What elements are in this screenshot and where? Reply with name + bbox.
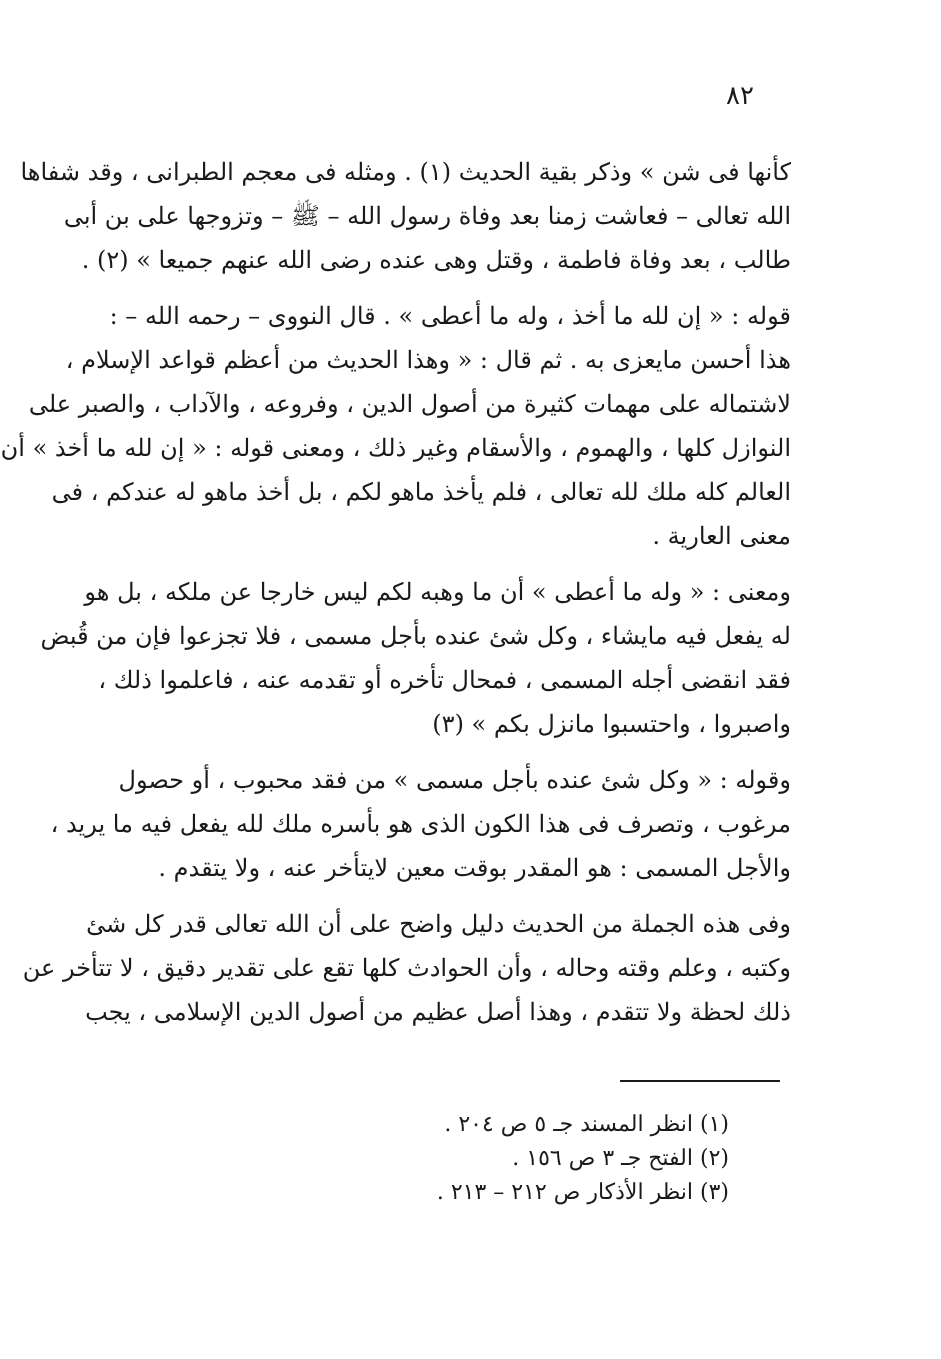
text-line: ومعنى : « وله ما أعطى » أن ما وهبه لكم ليس خارجا عن ملكه ، بل هو	[84, 578, 791, 606]
text-line: قوله : « إن لله ما أخذ ، وله ما أعطى » . قال النووى – رحمه الله – :	[109, 302, 791, 330]
paragraph-divine-decree	[22, 902, 791, 1034]
text-line: العالم كله ملك لله تعالى ، فلم يأخذ ماهو لكم ، بل أخذ ماهو له عندكم ، فى	[51, 478, 791, 506]
body-text	[0, 150, 791, 1046]
paragraph-nawawi-commentary	[0, 294, 791, 558]
footnote-separator	[620, 1080, 780, 1082]
footnote-1: (١) انظر المسند جـ ٥ ص ٢٠٤ .	[444, 1112, 729, 1137]
paragraph-meaning-of-giving	[40, 570, 791, 746]
text-line: لاشتماله على مهمات كثيرة من أصول الدين ، وفروعه ، والآداب ، والصبر على	[28, 390, 791, 418]
text-line: والأجل المسمى : هو المقدر بوقت معين لايتأخر عنه ، ولا يتقدم .	[158, 854, 791, 882]
text-line: فقد انقضى أجله المسمى ، فمحال تأخره أو تقدمه عنه ، فاعلموا ذلك ،	[98, 666, 791, 694]
text-line: كأنها فى شن » وذكر بقية الحديث (١) . ومثله فى معجم الطبرانى ، وقد شفاها	[20, 158, 791, 186]
text-line: هذا أحسن مايعزى به . ثم قال : « وهذا الحديث من أعظم قواعد الإسلام ،	[65, 346, 791, 374]
footnote-3: (٣) انظر الأذكار ص ٢١٢ – ٢١٣ .	[436, 1180, 729, 1205]
page-number: ٨٢	[726, 81, 754, 111]
paragraph-appointed-term	[50, 758, 791, 890]
text-line: مرغوب ، وتصرف فى هذا الكون الذى هو بأسره ملك لله يفعل فيه ما يريد ،	[50, 810, 791, 838]
text-line: النوازل كلها ، والهموم ، والأسقام وغير ذلك ، ومعنى قوله : « إن لله ما أخذ » أن	[0, 434, 791, 462]
text-line: له يفعل فيه مايشاء ، وكل شئ عنده بأجل مسمى ، فلا تجزعوا فإن من قُبض	[40, 622, 791, 650]
text-line: وفى هذه الجملة من الحديث دليل واضح على أن الله تعالى قدر كل شئ	[86, 910, 791, 938]
text-line: وقوله : « وكل شئ عنده بأجل مسمى » من فقد محبوب ، أو حصول	[118, 766, 791, 794]
text-line: وكتبه ، وعلم وقته وحاله ، وأن الحوادث كلها تقع على تقدير دقيق ، لا تتأخر عن	[22, 954, 791, 982]
paragraph-hadith-continuation	[20, 150, 791, 282]
footnotes	[309, 1108, 729, 1210]
text-line: طالب ، بعد وفاة فاطمة ، وقتل وهى عنده رضى الله عنهم جميعا » (٢) .	[81, 246, 791, 274]
text-line: الله تعالى – فعاشت زمنا بعد وفاة رسول الله – ﷺ – وتزوجها على بن أبى	[63, 202, 791, 230]
text-line: واصبروا ، واحتسبوا مانزل بكم » (٣)	[432, 710, 791, 738]
text-line: ذلك لحظة ولا تتقدم ، وهذا أصل عظيم من أصول الدين الإسلامى ، يجب	[85, 998, 791, 1026]
footnote-2: (٢) الفتح جـ ٣ ص ١٥٦ .	[512, 1146, 729, 1171]
text-line: معنى العارية .	[652, 522, 791, 550]
